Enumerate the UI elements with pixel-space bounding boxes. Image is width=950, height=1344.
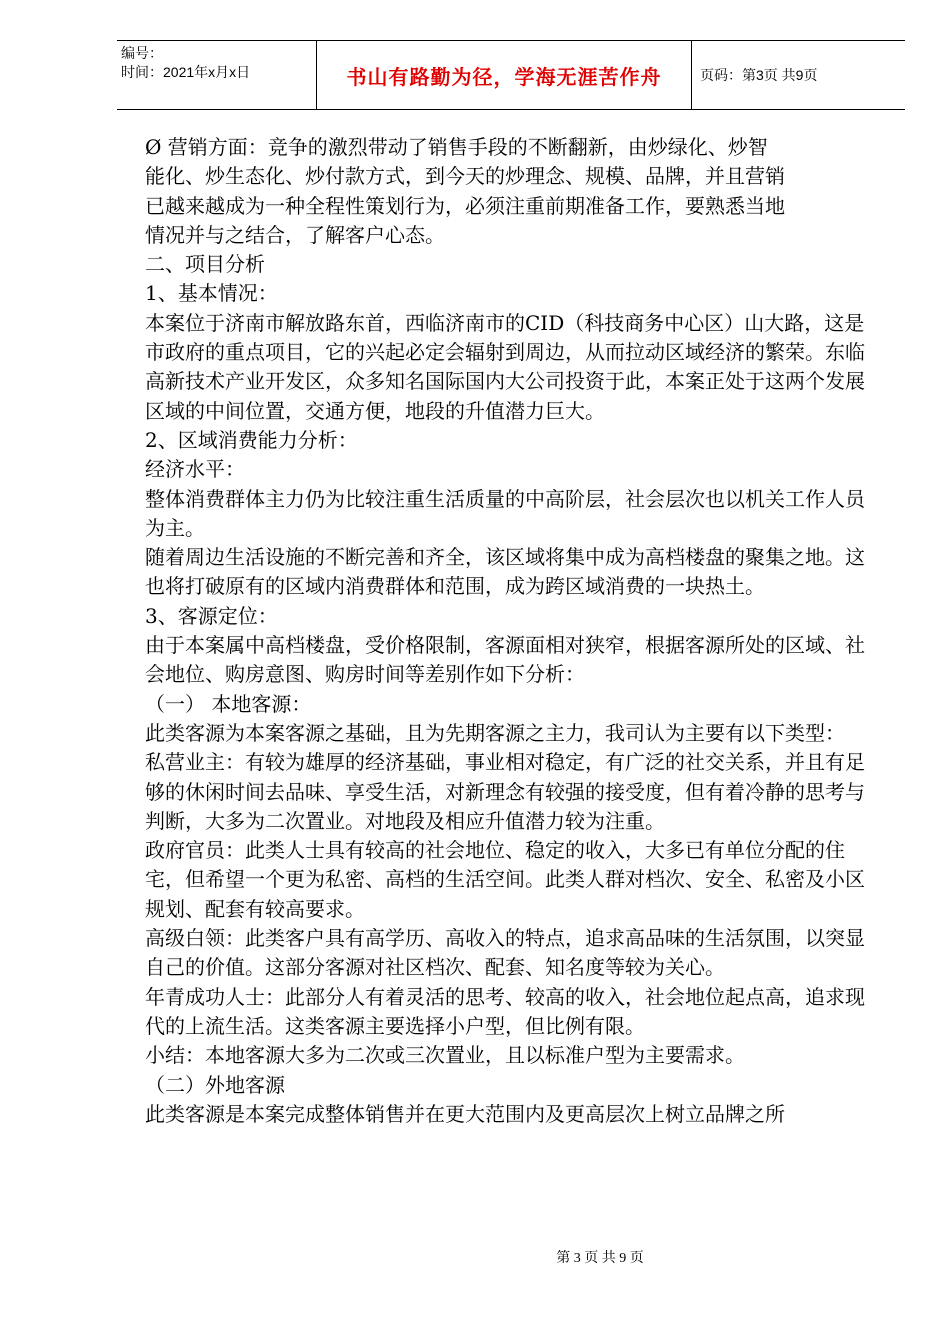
paragraph: 年青成功人士：此部分人有着灵活的思考、较高的收入，社会地位起点高，追求现代的上流生活。这类客源主要选择小户型，但比例有限。 <box>145 984 865 1038</box>
paragraph: 政府官员：此类人士具有较高的社会地位、稳定的收入，大多已有单位分配的住宅，但希望一个更为私密、高档的生活空间。此类人群对档次、安全、私密及小区规划、配套有较高要求。 <box>145 838 865 921</box>
subsection-heading: （一） 本地客源： <box>145 691 312 716</box>
subsection-heading: （二）外地客源 <box>145 1072 285 1097</box>
paragraph: 本案位于济南市解放路东首，西临济南市的CID（科技商务中心区）山大路，这是市政府的重点项目，它的兴起必定会辐射到周边，从而拉动区域经济的繁荣。东临高新技术产业开发区，众多知名国际国内大公司投资于此，本案正处于这两个发展区域的中间位置，交通方便，地段的升值潜力巨大。 <box>145 310 865 423</box>
paragraph: 由于本案属中高档楼盘，受价格限制，客源面相对狭窄，根据客源所处的区域、社会地位、购房意图、购房时间等差别作如下分析： <box>145 633 865 687</box>
motto: 书山有路勤为径，学海无涯苦作舟 <box>346 64 662 89</box>
paragraph: 高级白领：此类客户具有高学历、高收入的特点，追求高品味的生活氛围，以突显自己的价值。这部分客源对社区档次、配套、知名度等较为关心。 <box>145 926 865 980</box>
section-heading: 二、项目分析 <box>145 252 265 277</box>
header-meta <box>117 41 316 109</box>
footer-page-number: 第 3 页 共 9 页 <box>556 1251 644 1266</box>
header-motto-cell <box>316 41 692 109</box>
paragraph: 此类客源是本案完成整体销售并在更大范围内及更高层次上树立品牌之所 <box>145 1101 785 1126</box>
paragraph: Ø 营销方面：竞争的激烈带动了销售手段的不断翻新，由炒绿化、炒智能化、炒生态化、炒付款方式，到今天的炒理念、规模、品牌，并且营销已越来越成为一种全程性策划行为，必须注重前期准备工作，要熟悉当地情况并与之结合，了解客户心态。 <box>145 135 785 247</box>
page-footer <box>0 1247 950 1267</box>
paragraph: 小结：本地客源大多为二次或三次置业，且以标准户型为主要需求。 <box>145 1043 745 1068</box>
subsection-heading: 3、客源定位： <box>145 603 278 628</box>
page-header <box>117 40 905 110</box>
paragraph: 经济水平： <box>145 457 245 482</box>
paragraph: 整体消费群体主力仍为比较注重生活质量的中高阶层，社会层次也以机关工作人员为主。 <box>145 486 865 540</box>
paragraph: 私营业主：有较为雄厚的经济基础，事业相对稳定，有广泛的社交关系，并且有足够的休闲时间去品味、享受生活，对新理念有较强的接受度，但有着冷静的思考与判断，大多为二次置业。对地段及相应升值潜力较为注重。 <box>145 750 865 833</box>
subsection-heading: 1、基本情况： <box>145 281 278 306</box>
paragraph: 此类客源为本案客源之基础，且为先期客源之主力，我司认为主要有以下类型： <box>145 720 845 745</box>
document-body <box>145 133 865 1129</box>
number-label: 编号： <box>121 45 163 61</box>
subsection-heading: 2、区域消费能力分析： <box>145 427 358 452</box>
time-label: 时间：2021年x月x日 <box>121 64 251 80</box>
header-page-info: 页码：第3页 共9页 <box>700 67 818 83</box>
paragraph: 随着周边生活设施的不断完善和齐全，该区域将集中成为高档楼盘的聚集之地。这也将打破原有的区域内消费群体和范围，成为跨区域消费的一块热土。 <box>145 545 865 599</box>
